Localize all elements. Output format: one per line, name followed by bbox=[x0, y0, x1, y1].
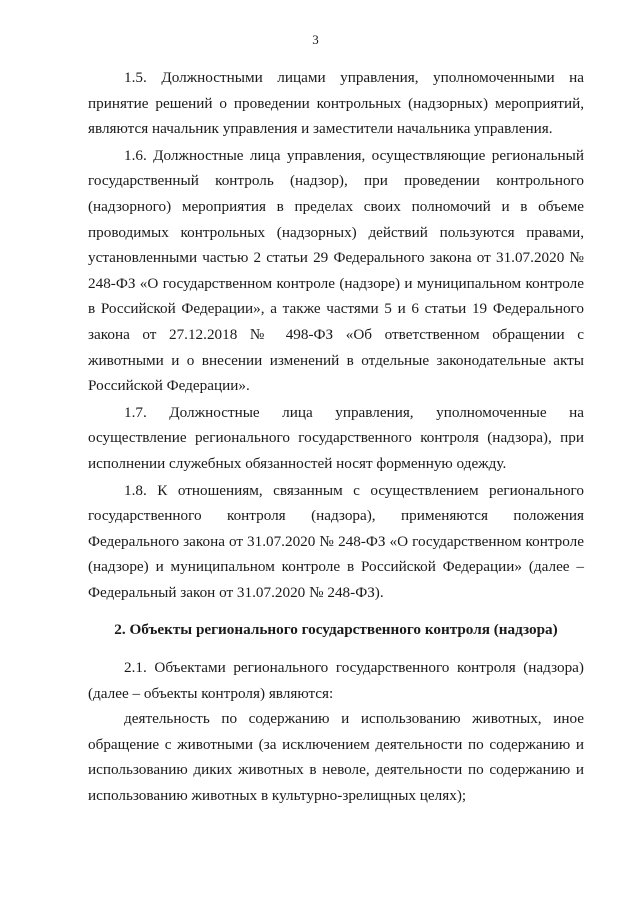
page-number: 3 bbox=[312, 32, 319, 47]
section-2-heading: 2. Объекты регионального государственного контроля (надзора) bbox=[114, 621, 558, 639]
paragraph-1-8: 1.8. К отношениям, связанным с осуществлением регионального государственного контроля (надзора), применяются положения Федерального закона от 31.07.2020 № 248-ФЗ «О государственном контроле (надзоре) и муниципальном контроле в Российской Федерации» (далее – Федеральный закон от 31.07.2020 № 248-ФЗ). bbox=[88, 481, 584, 601]
document-body bbox=[88, 65, 584, 809]
paragraph-1-6: 1.6. Должностные лица управления, осуществляющие региональный государственный контроль (надзор), при проведении контрольного (надзорного) мероприятия в пределах своих полномочий и в объеме проводимых контрольных (надзорных) действий пользуются правами, установленными частью 2 статьи 29 Федерального закона от 31.07.2020 № 248-ФЗ «О государственном контроле (надзоре) и муниципальном контроле в Российской Федерации», а также частями 5 и 6 статьи 19 Федерального закона от 27.12.2018 № 498-ФЗ «Об ответственном обращении с животными и о внесении изменений в отдельные законодательные акты Российской Федерации». bbox=[88, 146, 584, 395]
paragraph-2-1: 2.1. Объектами регионального государственного контроля (надзора) (далее – объекты контроля) являются: bbox=[88, 659, 584, 702]
paragraph-2-1-item: деятельность по содержанию и использованию животных, иное обращение с животными (за исключением деятельности по содержанию и использованию диких животных в неволе, деятельности по содержанию и использованию животных в культурно-зрелищных целях); bbox=[88, 710, 584, 805]
paragraph-1-5: 1.5. Должностными лицами управления, уполномоченными на принятие решений о проведении контрольных (надзорных) мероприятий, являются начальник управления и заместители начальника управления. bbox=[88, 69, 584, 138]
paragraph-1-7: 1.7. Должностные лица управления, уполномоченные на осуществление регионального государственного контроля (надзора), при исполнении служебных обязанностей носят форменную одежду. bbox=[88, 403, 584, 472]
